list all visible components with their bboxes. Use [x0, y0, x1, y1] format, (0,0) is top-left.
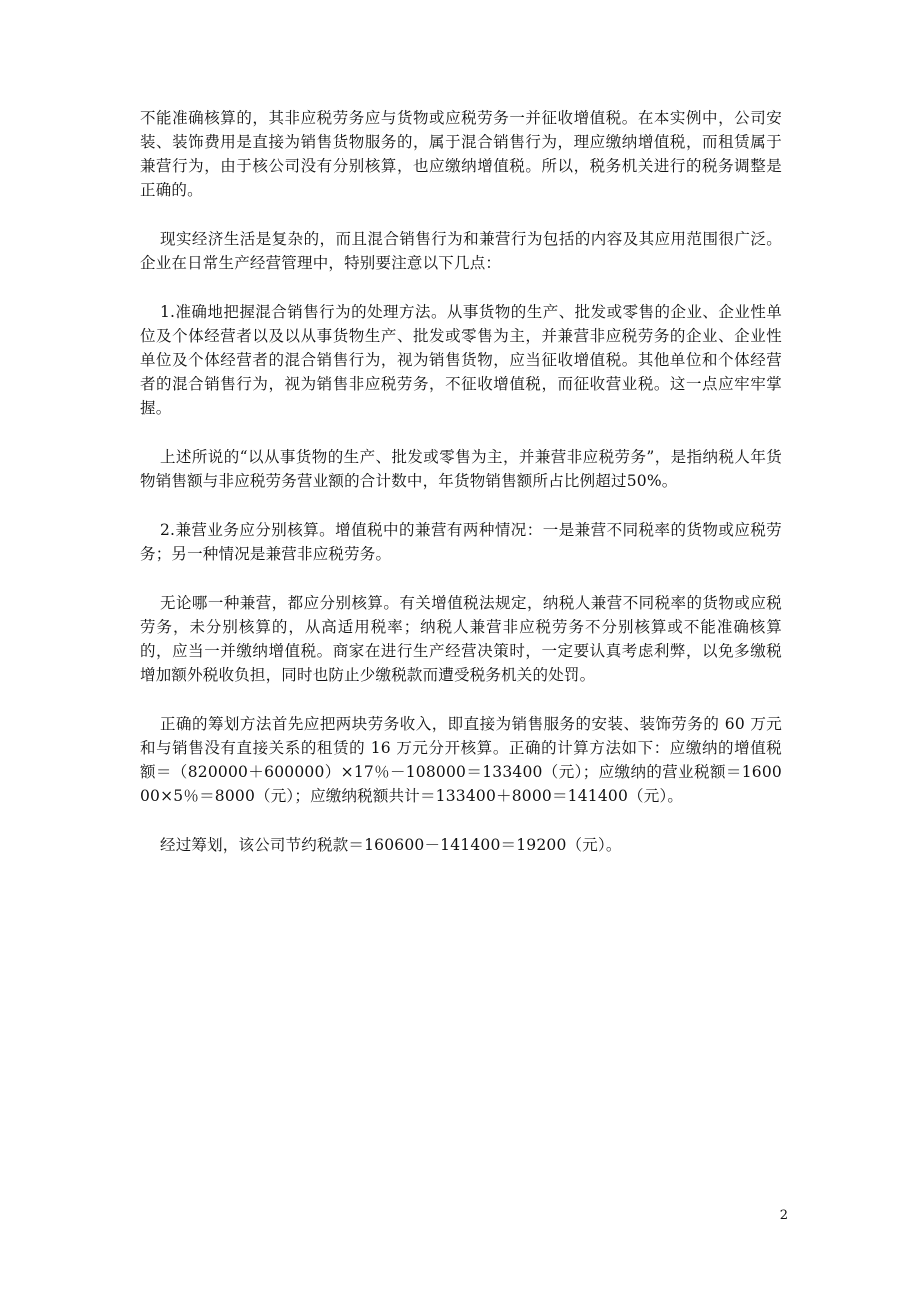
paragraph-8: 经过筹划，该公司节约税款＝160600－141400＝19200（元）。	[160, 836, 622, 854]
paragraph-1: 不能准确核算的，其非应税劳务应与货物或应税劳务一并征收增值税。在本实例中，公司安装、装饰费用是直接为销售货物服务的，属于混合销售行为，理应缴纳增值税，而租赁属于兼营行为，由于核公司没有分别核算，也应缴纳增值税。所以，税务机关进行的税务调整是正确的。	[140, 109, 782, 199]
paragraph-6: 无论哪一种兼营，都应分别核算。有关增值税法规定，纳税人兼营不同税率的货物或应税劳务，未分别核算的，从高适用税率；纳税人兼营非应税劳务不分别核算或不能准确核算的，应当一并缴纳增值税。商家在进行生产经营决策时，一定要认真考虑利弊，以免多缴税增加额外税收负担，同时也防止少缴税款而遭受税务机关的处罚。	[140, 594, 782, 684]
paragraph-5: 2.兼营业务应分别核算。增值税中的兼营有两种情况：一是兼营不同税率的货物或应税劳务；另一种情况是兼营非应税劳务。	[140, 521, 782, 563]
paragraph-3: 1.准确地把握混合销售行为的处理方法。从事货物的生产、批发或零售的企业、企业性单位及个体经营者以及以从事货物生产、批发或零售为主，并兼营非应税劳务的企业、企业性单位及个体经营者的混合销售行为，视为销售货物，应当征收增值税。其他单位和个体经营者的混合销售行为，视为销售非应税劳务，不征收增值税，而征收营业税。这一点应牢牢掌握。	[140, 303, 782, 417]
page-number: 2	[779, 1208, 788, 1223]
paragraph-2: 现实经济生活是复杂的，而且混合销售行为和兼营行为包括的内容及其应用范围很广泛。企业在日常生产经营管理中，特别要注意以下几点：	[140, 230, 782, 272]
document-body	[140, 106, 782, 882]
paragraph-4: 上述所说的“以从事货物的生产、批发或零售为主，并兼营非应税劳务”，是指纳税人年货物销售额与非应税劳务营业额的合计数中，年货物销售额所占比例超过50%。	[140, 448, 782, 490]
paragraph-7: 正确的筹划方法首先应把两块劳务收入，即直接为销售服务的安装、装饰劳务的 60 万元和与销售没有直接关系的租赁的 16 万元分开核算。正确的计算方法如下：应缴纳的增值税额＝（820000＋600000）×17％－108000＝133400（元）；应缴纳的营业税额＝160000×5％＝8000（元）；应缴纳税额共计＝133400＋8000＝141400（元）。	[140, 715, 782, 805]
